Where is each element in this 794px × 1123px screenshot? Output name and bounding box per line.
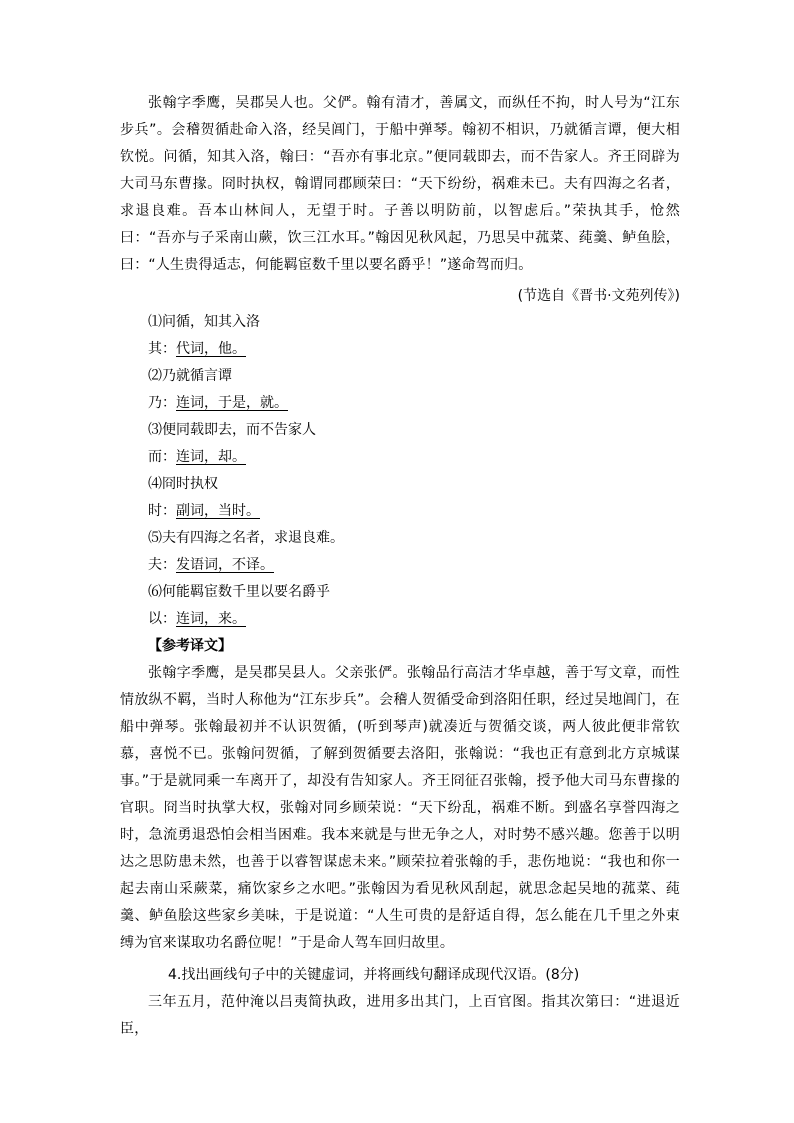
- answer-6-label: 以：: [148, 611, 176, 627]
- passage: [120, 90, 680, 279]
- reference-title: 【参考译文】: [148, 638, 232, 654]
- answer-5-text: 发语词，不译。: [176, 557, 274, 573]
- question-4-prompt: 4.找出画线句子中的关键虚词，并将画线句翻译成现代汉语。(8分): [168, 967, 580, 983]
- question-3: ⑶便同载即去，而不告家人: [148, 422, 316, 438]
- answer-4: [148, 498, 668, 525]
- answer-2-text: 连词，于是，就。: [176, 395, 288, 411]
- answer-4-label: 时：: [148, 503, 176, 519]
- question-list: [148, 309, 668, 633]
- passage-source: (节选自《晋书·文苑列传》): [517, 288, 680, 304]
- question-4-passage: [120, 989, 680, 1043]
- question-5: ⑸夫有四海之名者，求退良难。: [148, 530, 344, 546]
- passage-text: 张翰字季鹰，吴郡吴人也。父俨。翰有清才，善属文，而纵任不拘，时人号为“江东步兵”。会稽贺循赴命入洛，经吴阊门，于船中弹琴。翰初不相识，乃就循言谭，便大相钦悦。问循，知其入洛，翰曰：“吾亦有事北京。”便同载即去，而不告家人。齐王冏辟为大司马东曹掾。冏时执权，翰谓同郡顾荣曰：“天下纷纷，祸难未已。夫有四海之名者，求退良难。吾本山林间人，无望于时。子善以明防前，以智虑后。”荣执其手，怆然曰：“吾亦与子采南山蕨，饮三江水耳。”翰因见秋风起，乃思吴中菰菜、莼羹、鲈鱼脍，曰：“人生贵得适志，何能羁宦数千里以要名爵乎！”遂命驾而归。: [120, 95, 680, 273]
- answer-1: [148, 336, 668, 363]
- answer-2-label: 乃：: [148, 395, 176, 411]
- answer-1-text: 代词，他。: [176, 341, 246, 357]
- question-4-text: 三年五月，范仲淹以吕夷简执政，进用多出其门，上百官图。指其次第曰：“进退近臣，: [120, 994, 680, 1037]
- answer-3-label: 而：: [148, 449, 176, 465]
- question-6: ⑹何能羁宦数千里以要名爵乎: [148, 584, 330, 600]
- reference-translation: [120, 660, 680, 957]
- answer-3: [148, 444, 668, 471]
- answer-6-text: 连词，来。: [176, 611, 246, 627]
- answer-5-label: 夫：: [148, 557, 176, 573]
- answer-4-text: 副词，当时。: [176, 503, 260, 519]
- answer-3-text: 连词，却。: [176, 449, 246, 465]
- answer-1-label: 其：: [148, 341, 176, 357]
- answer-5: [148, 552, 668, 579]
- question-4: ⑷冏时执权: [148, 476, 218, 492]
- reference-text: 张翰字季鹰，是吴郡吴县人。父亲张俨。张翰品行高洁才华卓越，善于写文章，而性情放纵不羁，当时人称他为“江东步兵”。会稽人贺循受命到洛阳任职，经过吴地阊门，在船中弹琴。张翰最初并不认识贺循，(听到琴声)就凑近与贺循交谈，两人彼此便非常钦慕，喜悦不已。张翰问贺循，了解到贺循要去洛阳，张翰说：“我也正有意到北方京城谋事。”于是就同乘一车离开了，却没有告知家人。齐王冏征召张翰，授予他大司马东曹掾的官职。冏当时执掌大权，张翰对同乡顾荣说：“天下纷乱，祸难不断。到盛名享誉四海之时，急流勇退恐怕会相当困难。我本来就是与世无争之人，对时势不感兴趣。您善于以明达之思防患未然，也善于以睿智谋虑未来。”顾荣拉着张翰的手，悲伤地说：“我也和你一起去南山采蕨菜，痛饮家乡之水吧。”张翰因为看见秋风刮起，就思念起吴地的菰菜、莼羹、鲈鱼脍这些家乡美味，于是说道：“人生可贵的是舒适自得，怎么能在几千里之外束缚为官来谋取功名爵位呢！”于是命人驾车回归故里。: [120, 665, 680, 951]
- question-1: ⑴问循，知其入洛: [148, 314, 260, 330]
- answer-6: [148, 606, 668, 633]
- answer-2: [148, 390, 668, 417]
- question-2: ⑵乃就循言谭: [148, 368, 232, 384]
